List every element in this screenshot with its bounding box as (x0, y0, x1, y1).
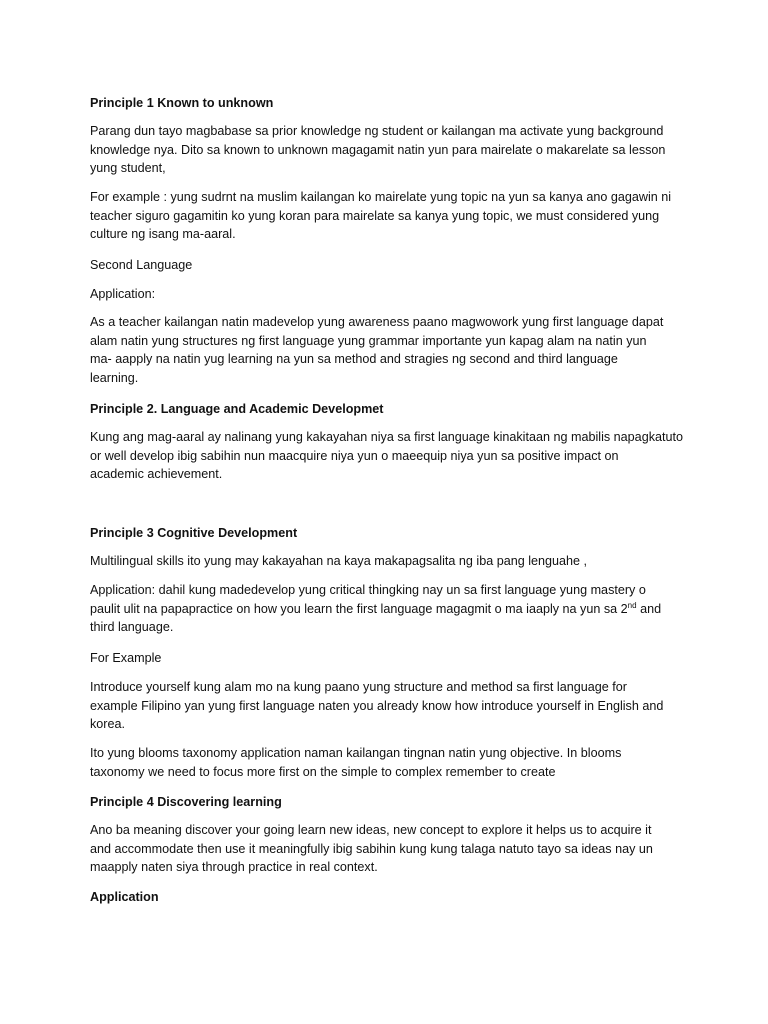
paragraph-line: knowledge nya. Dito sa known to unknown magagamit natin yun para mairelate o makarelate sa lesson (90, 142, 666, 157)
principle-3-heading (90, 524, 297, 543)
paragraph-line: Ito yung blooms taxonomy application naman kailangan tingnan natin yung objective. In blooms (90, 746, 622, 760)
paragraph-line: yung student, (90, 161, 166, 176)
second-language-label (90, 256, 192, 275)
introduce-paragraph (90, 678, 663, 734)
final-application-heading (90, 888, 159, 907)
paragraph-line: teacher siguro gagamitin ko yung koran para mairelate sa kanya yung topic, we must considered yung (90, 208, 660, 223)
paragraph-line: Parang dun tayo magbabase sa prior knowledge ng student or kailangan ma activate yung background (90, 124, 664, 138)
paragraph-line: Kung ang mag-aaral ay nalinang yung kakayahan niya sa first language kinakitaan ng mabilis napagkatuto (90, 430, 684, 444)
paragraph-line: Multilingual skills ito yung may kakayahan na kaya makapagsalita ng iba pang lenguahe , (90, 554, 588, 568)
application-label-text: Application: (90, 287, 156, 301)
principle-4-paragraph (90, 821, 653, 877)
principle-2-heading-text: Principle 2. Language and Academic Developmet (90, 402, 384, 416)
principle-3-heading-text: Principle 3 Cognitive Development (90, 526, 298, 540)
paragraph-line: Introduce yourself kung alam mo na kung paano yung structure and method sa first language for (90, 680, 627, 694)
line-text: and (636, 601, 662, 616)
principle-1-paragraph (90, 122, 665, 178)
ordinal-superscript: nd (627, 600, 637, 610)
paragraph-line: Ano ba meaning discover your going learn new ideas, new concept to explore it helps us to acquire it (90, 823, 652, 837)
paragraph-line: For example : yung sudrnt na muslim kailangan ko mairelate yung topic na yun sa kanya ano gagawin ni (90, 190, 672, 204)
principle-3-application-paragraph (90, 581, 661, 637)
paragraph-line: Application: dahil kung madedevelop yung critical thingking nay un sa first language yung mastery o (90, 583, 646, 597)
paragraph-line: or well develop ibig sabihin nun maacquire niya yun o maeequip niya yun sa positive impact on (90, 448, 619, 463)
paragraph-line: As a teacher kailangan natin madevelop yung awareness paano magwowork yung first language dapat (90, 315, 664, 329)
paragraph-line: example Filipino yan yung first language naten you already know how introduce yourself in English and (90, 698, 664, 713)
for-example-text: For Example (90, 651, 162, 665)
line-text: paulit ulit na papapractice on how you learn the first language magagmit o ma iaaply na yun sa 2 (90, 601, 628, 616)
second-language-text: Second Language (90, 258, 193, 272)
principle-1-heading (90, 94, 273, 113)
principle-3-paragraph (90, 552, 587, 571)
paragraph-line: taxonomy we need to focus more first on the simple to complex remember to create (90, 764, 556, 779)
paragraph-line: culture ng isang ma-aaral. (90, 227, 236, 242)
principle-4-heading-text: Principle 4 Discovering learning (90, 795, 282, 809)
paragraph-line: and accommodate then use it meaningfully ibig sabihin kung kung talaga natuto tayo sa ideas nay un (90, 841, 653, 856)
paragraph-line: third language. (90, 620, 174, 635)
principle-2-paragraph (90, 428, 683, 484)
paragraph-line (90, 600, 661, 619)
final-application-text: Application (90, 890, 159, 904)
paragraph-line: academic achievement. (90, 467, 223, 482)
principle-1-heading-text: Principle 1 Known to unknown (90, 96, 274, 110)
application-paragraph (90, 313, 663, 387)
paragraph-line: alam natin yung structures ng first language yung grammar importante yun kapag alam na natin yun (90, 333, 647, 348)
application-label (90, 285, 155, 304)
for-example-label (90, 649, 161, 668)
paragraph-line: learning. (90, 370, 139, 385)
paragraph-line: korea. (90, 717, 126, 732)
principle-4-heading (90, 793, 282, 812)
principle-1-example-paragraph (90, 188, 671, 244)
paragraph-line: maapply naten siya through practice in real context. (90, 860, 378, 875)
blooms-paragraph (90, 744, 621, 781)
paragraph-line: ma- aapply na natin yug learning na yun sa method and stragies ng second and third language (90, 352, 618, 367)
principle-2-heading (90, 400, 383, 419)
